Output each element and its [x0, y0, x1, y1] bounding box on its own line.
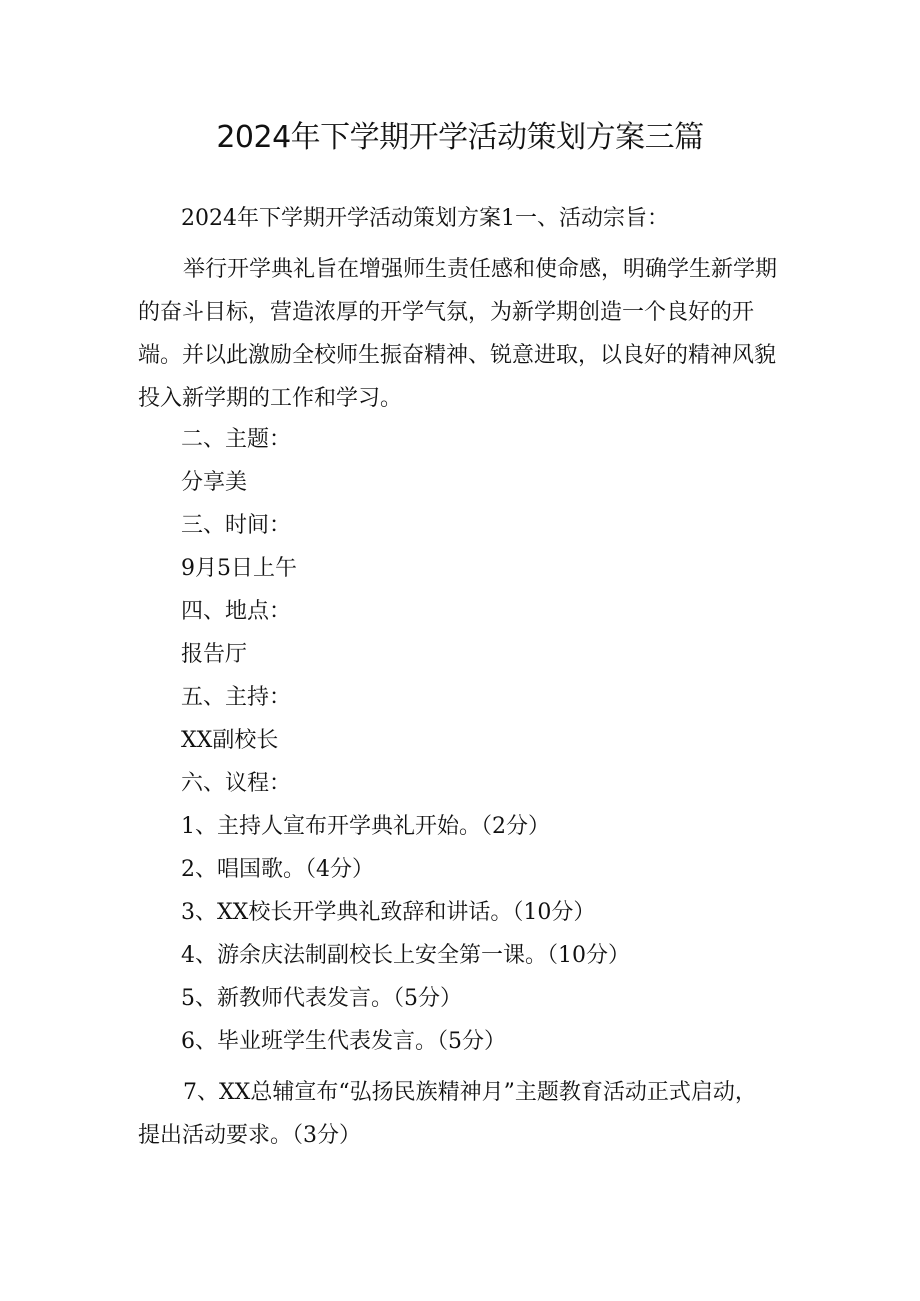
- agenda-item-6: 6、毕业班学生代表发言。（5分）: [181, 1029, 506, 1054]
- paragraph-location-heading: 四、地点：: [181, 599, 292, 624]
- agenda-item-3: 3、XX校长开学典礼致辞和讲话。（10分）: [181, 900, 596, 925]
- agenda-item-4: 4、游余庆法制副校长上安全第一课。（10分）: [181, 943, 630, 968]
- paragraph-location: 报告厅: [181, 642, 248, 667]
- paragraph-host: XX副校长: [181, 728, 279, 753]
- paragraph-theme-heading: 二、主题：: [181, 427, 292, 452]
- paragraph-theme: 分享美: [181, 470, 248, 495]
- agenda-item-5: 5、新教师代表发言。（5分）: [181, 986, 462, 1011]
- paragraph-host-heading: 五、主持：: [181, 685, 292, 710]
- paragraph-agenda-heading: 六、议程：: [181, 771, 292, 796]
- paragraph-time-heading: 三、时间：: [181, 513, 292, 538]
- document-title: 2024年下学期开学活动策划方案三篇: [216, 120, 704, 155]
- document-body: [138, 205, 778, 1163]
- agenda-item-7: 7、XX总辅宣布“弘扬民族精神月”主题教育活动正式启动，提出活动要求。（3分）: [138, 1080, 757, 1148]
- paragraph-purpose: 举行开学典礼旨在增强师生责任感和使命感，明确学生新学期的奋斗目标，营造浓厚的开学气氛，为新学期创造一个良好的开端。并以此激励全校师生振奋精神、锐意进取，以良好的精神风貌投入新学期的工作和学习。: [138, 257, 778, 411]
- paragraph-time: 9月5日上午: [181, 556, 297, 581]
- paragraph-intro: 2024年下学期开学活动策划方案1一、活动宗旨：: [181, 206, 669, 231]
- agenda-item-1: 1、主持人宣布开学典礼开始。（2分）: [181, 814, 550, 839]
- agenda-item-2: 2、唱国歌。（4分）: [181, 857, 374, 882]
